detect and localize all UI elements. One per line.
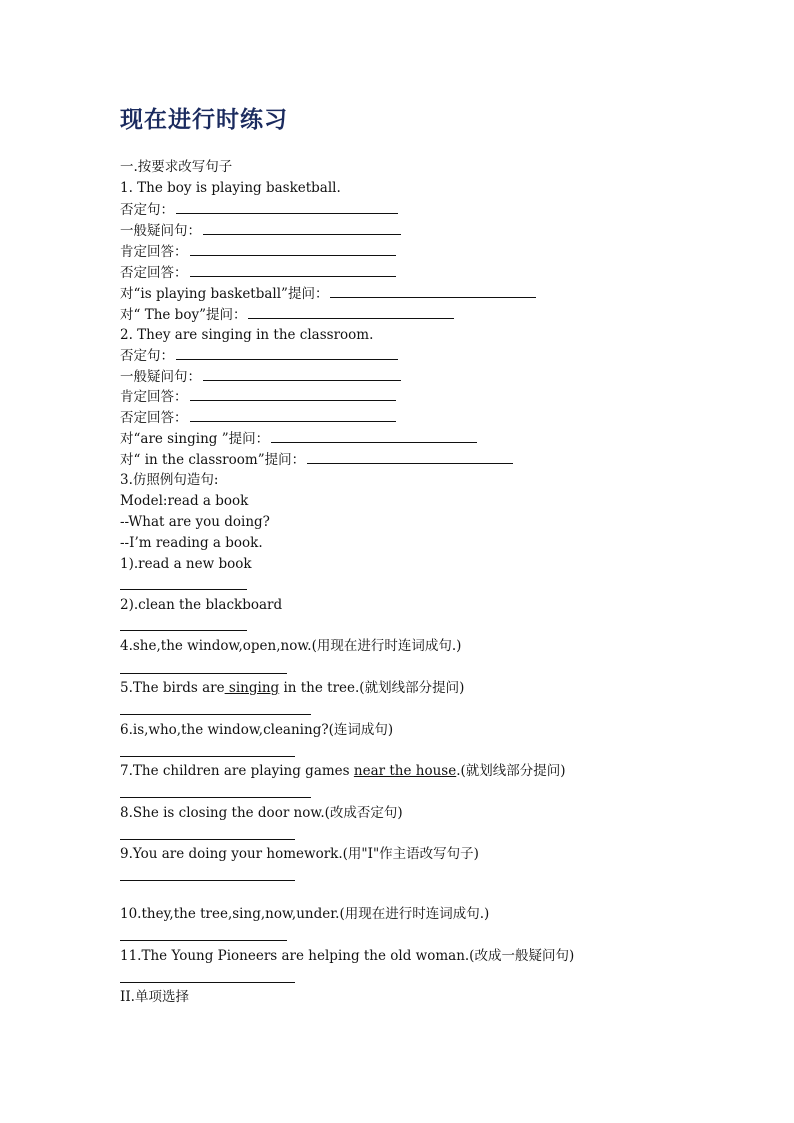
q7-text-post: .(就划线部分提问) — [456, 763, 566, 779]
q2-general-question-line — [120, 366, 401, 386]
q1-ask1-label: 对“is playing basketball”提问： — [120, 286, 329, 302]
q10-answer-line[interactable] — [120, 940, 287, 941]
q4-answer-line[interactable] — [120, 673, 287, 674]
q2-positive-answer-line — [120, 386, 396, 406]
section-heading: 一.按要求改写句子 — [120, 159, 233, 175]
q1-general-question-label: 一般疑问句： — [120, 223, 201, 239]
page-title: 现在进行时练习 — [120, 107, 288, 133]
q3-item-2-answer-line[interactable] — [120, 630, 247, 631]
q1-negative-answer-blank2[interactable] — [190, 262, 396, 277]
q1-positive-answer-line — [120, 241, 396, 261]
q2-positive-answer-blank[interactable] — [190, 386, 396, 401]
q1-positive-answer-blank[interactable] — [190, 241, 396, 256]
q3-model-answer: --I’m reading a book. — [120, 535, 263, 551]
q3-item-1: 1).read a new book — [120, 556, 252, 572]
q9-answer-line[interactable] — [120, 880, 295, 881]
q2-ask1-blank[interactable] — [271, 428, 477, 443]
q7-prompt — [120, 761, 566, 781]
q7-text-pre: 7.The children are playing games — [120, 763, 354, 779]
q6-answer-line[interactable] — [120, 756, 295, 757]
q1-positive-answer-label: 肯定回答： — [120, 244, 188, 260]
q4-prompt: 4.she,the window,open,now.(用现在进行时连词成句.) — [120, 638, 462, 654]
q6-prompt: 6.is,who,the window,cleaning?(连词成句) — [120, 722, 394, 738]
q2-ask2-blank[interactable] — [307, 449, 513, 464]
q10-prompt: 10.they,the tree,sing,now,under.(用现在进行时连词成句.) — [120, 906, 490, 922]
q5-text-post: in the tree.(就划线部分提问) — [279, 680, 465, 696]
q3-heading: 3.仿照例句造句: — [120, 472, 219, 488]
q2-negative-answer-line — [120, 407, 396, 427]
q1-general-question-line — [120, 220, 401, 240]
q1-negative-answer-line — [120, 262, 396, 282]
q11-answer-line[interactable] — [120, 982, 295, 983]
q9-prompt: 9.You are doing your homework.(用"I"作主语改写句子) — [120, 846, 479, 862]
q2-negative-answer-label: 否定回答： — [120, 410, 188, 426]
q1-ask2-line — [120, 304, 454, 324]
q7-underlined-phrase: near the house — [353, 763, 457, 779]
q2-negative-label: 否定句： — [120, 348, 174, 364]
q8-prompt: 8.She is closing the door now.(改成否定句) — [120, 805, 403, 821]
q1-ask2-label: 对“ The boy”提问： — [120, 307, 247, 323]
q1-negative-answer-label: 否定回答： — [120, 265, 188, 281]
q2-negative-line — [120, 345, 398, 365]
q5-answer-line[interactable] — [120, 714, 311, 715]
q2-negative-answer-blank[interactable] — [176, 345, 398, 360]
q2-general-question-blank[interactable] — [203, 366, 401, 381]
q2-ask2-line — [120, 449, 513, 469]
q11-prompt: 11.The Young Pioneers are helping the old woman.(改成一般疑问句) — [120, 948, 575, 964]
q1-general-question-blank[interactable] — [203, 220, 401, 235]
q2-ask1-label: 对“are singing ”提问： — [120, 431, 270, 447]
q2-positive-answer-label: 肯定回答： — [120, 389, 188, 405]
q2-general-question-label: 一般疑问句： — [120, 369, 201, 385]
q2-ask1-line — [120, 428, 477, 448]
q1-sentence: 1. The boy is playing basketball. — [120, 180, 341, 196]
q1-negative-answer-blank[interactable] — [176, 199, 398, 214]
q1-ask2-blank[interactable] — [248, 304, 454, 319]
q1-ask1-blank[interactable] — [330, 283, 536, 298]
q2-negative-answer-blank2[interactable] — [190, 407, 396, 422]
q5-text-pre: 5.The birds are — [120, 680, 225, 696]
q1-ask1-line — [120, 283, 536, 303]
q5-prompt — [120, 678, 464, 698]
q2-sentence: 2. They are singing in the classroom. — [120, 327, 374, 343]
q1-negative-line — [120, 199, 398, 219]
q7-answer-line[interactable] — [120, 797, 311, 798]
q1-negative-label: 否定句： — [120, 202, 174, 218]
section-2-heading: II.单项选择 — [120, 989, 189, 1005]
q3-item-1-answer-line[interactable] — [120, 589, 247, 590]
q3-model: Model:read a book — [120, 493, 249, 509]
q3-model-question: --What are you doing? — [120, 514, 270, 530]
q3-item-2: 2).clean the blackboard — [120, 597, 283, 613]
q5-underlined-word: singing — [224, 680, 280, 696]
q8-answer-line[interactable] — [120, 839, 295, 840]
q2-ask2-label: 对“ in the classroom”提问： — [120, 452, 306, 468]
